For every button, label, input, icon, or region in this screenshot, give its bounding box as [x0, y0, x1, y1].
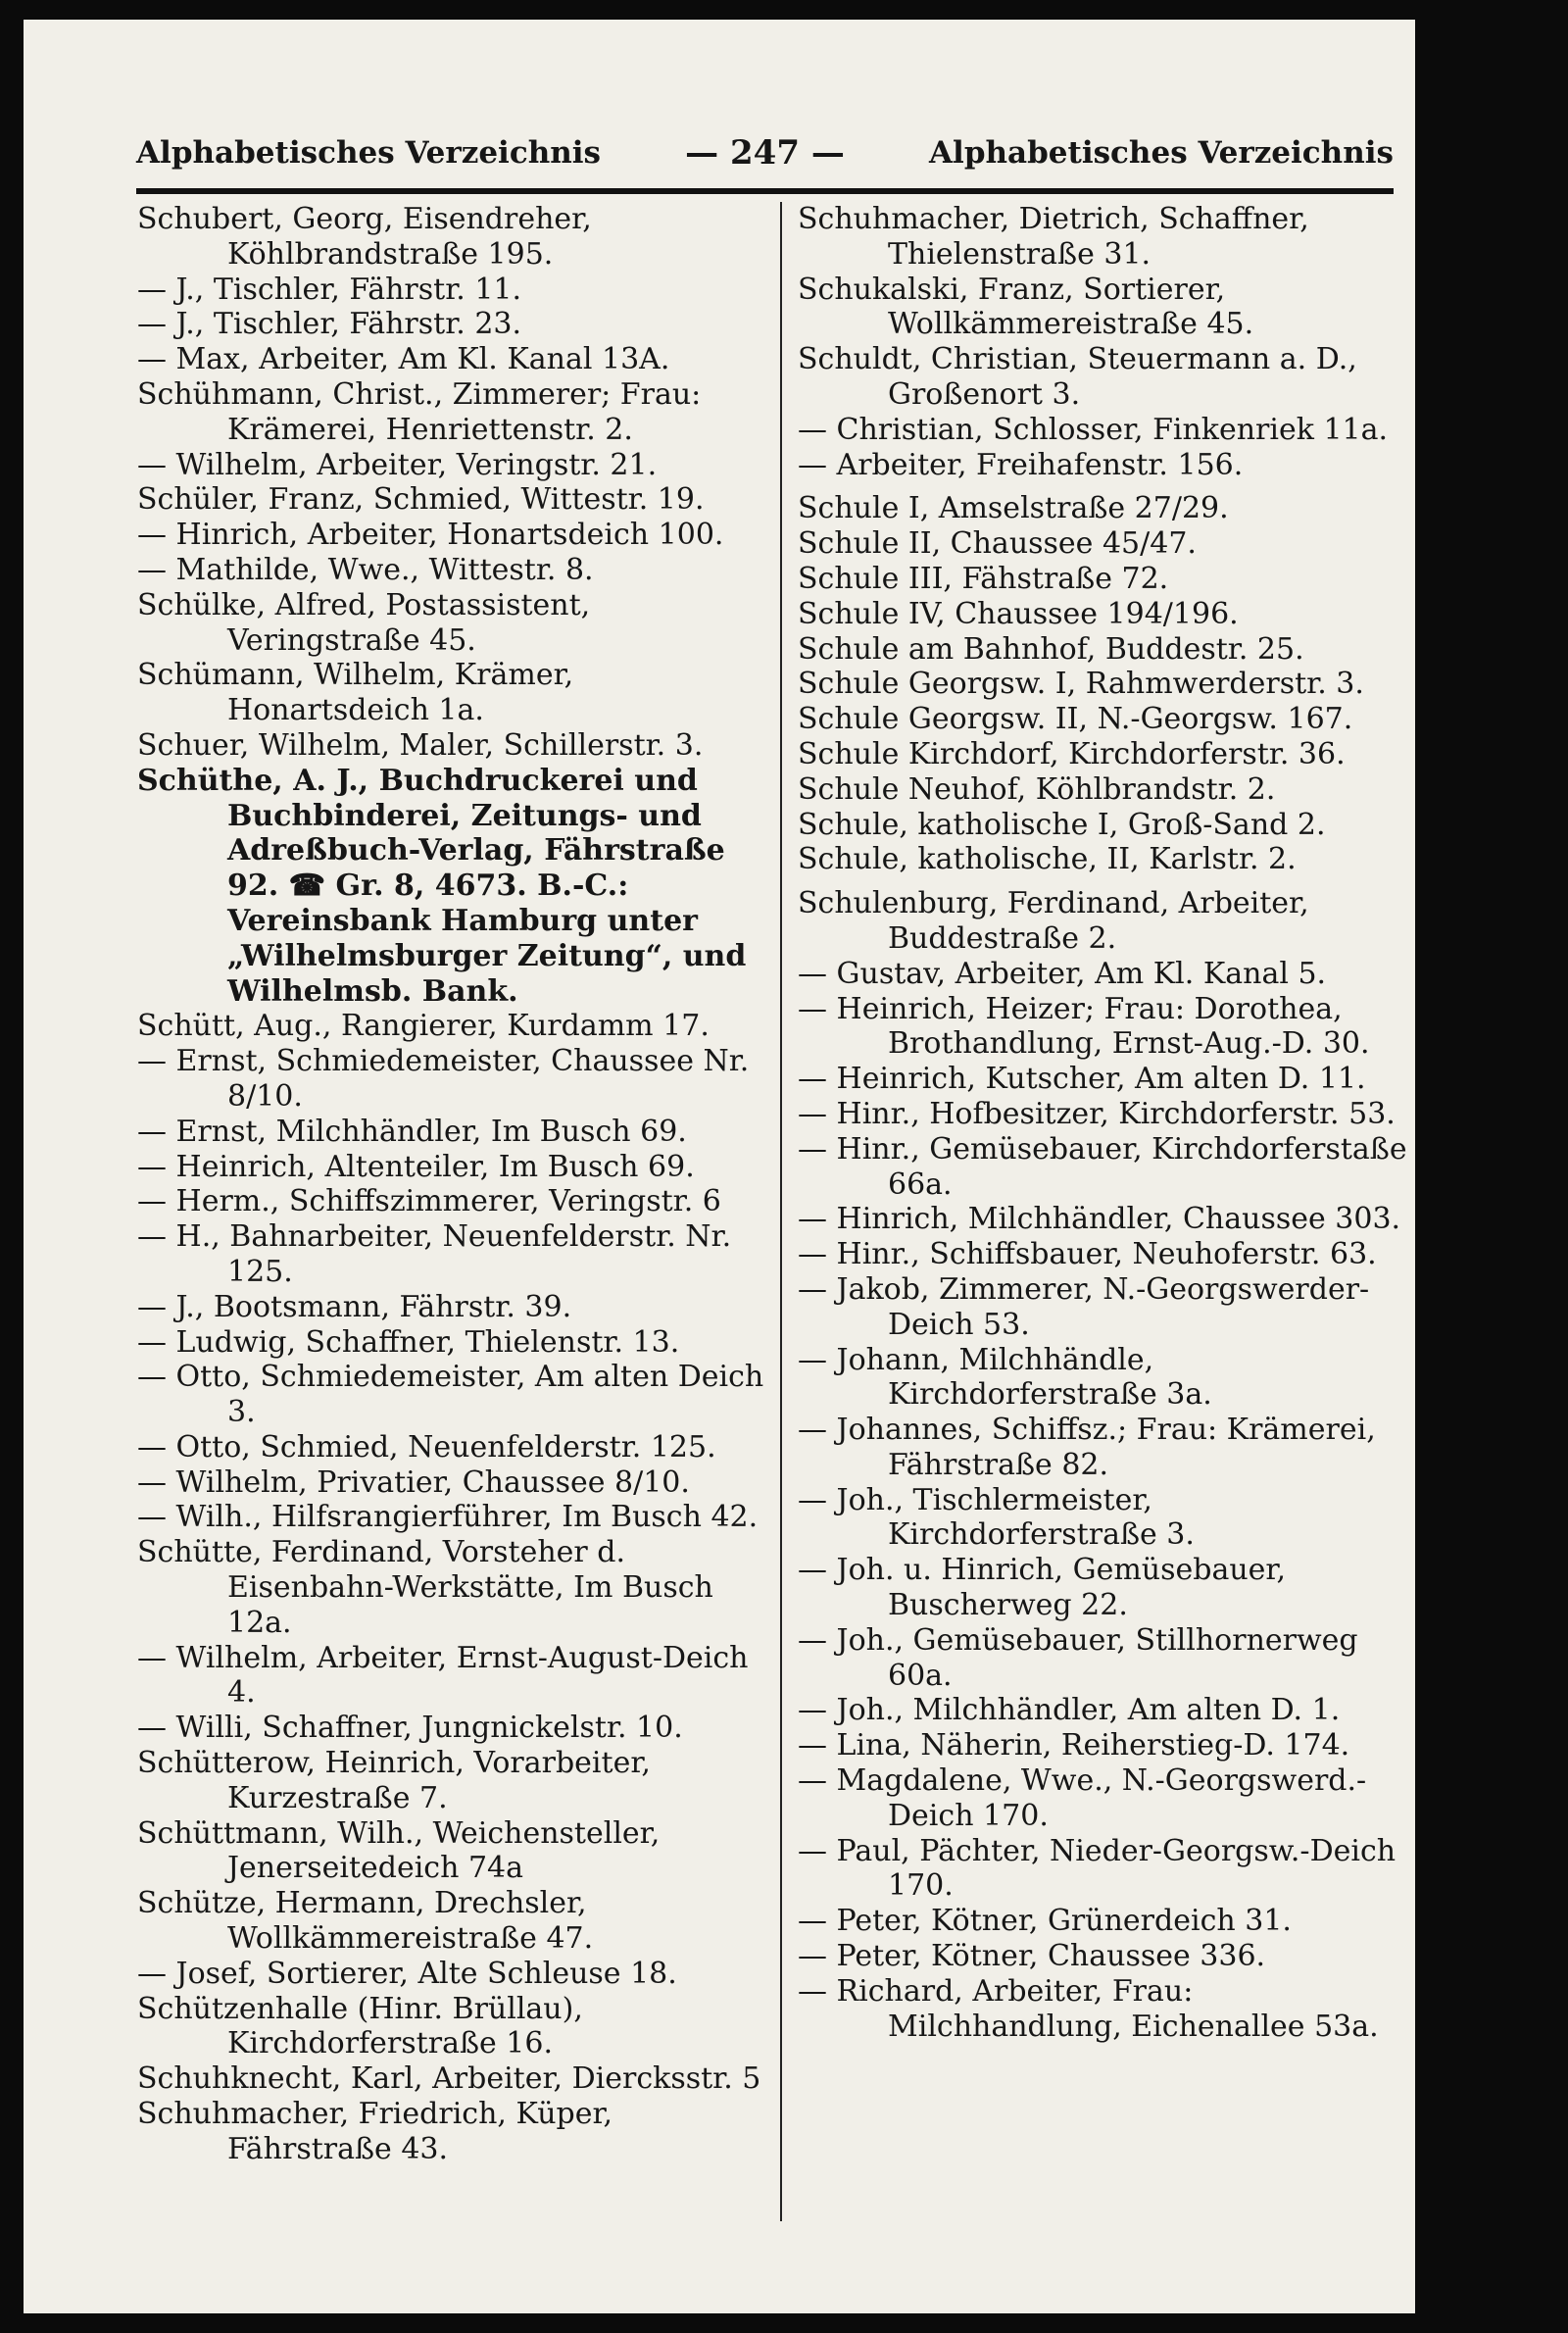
directory-entry: — Heinrich, Kutscher, Am alten D. 11. — [798, 1062, 1366, 1097]
page-number: — 247 — — [685, 133, 845, 173]
directory-entry: — Wilhelm, Arbeiter, Ernst-August-Deich 4. — [137, 1640, 749, 1711]
directory-entry: — Lina, Näherin, Reiherstieg-D. 174. — [798, 1728, 1350, 1763]
directory-entry: — Joh. u. Hinrich, Gemüsebauer, Buscherweg 22. — [798, 1553, 1287, 1623]
directory-entry: — Jakob, Zimmerer, N.-Georgswerder-Deich 53. — [798, 1271, 1370, 1342]
directory-entry: Schüttmann, Wilh., Weichensteller, Jenerseitedeich 74a — [137, 1815, 661, 1886]
directory-entry: Schüthe, A. J., Buchdruckerei und Buchbinderei, Zeitungs- und Adreßbuch-Verlag, Fährstraße 92. ☎ Gr. 8, 4673. B.-C.: Vereinsbank Hamburg unter „Wilhelmsburger Zeitung“, und Wilhelmsb. Bank. — [137, 763, 747, 1009]
directory-entry: Schühmann, Christ., Zimmerer; Frau: Krämerei, Henriettenstr. 2. — [137, 376, 702, 447]
directory-entry: Schuhmacher, Dietrich, Schaffner, Thielenstraße 31. — [798, 202, 1309, 272]
directory-entry: Schütte, Ferdinand, Vorsteher d. Eisenbahn-Werkstätte, Im Busch 12a. — [137, 1535, 713, 1640]
directory-entry: — Hinrich, Milchhändler, Chaussee 303. — [798, 1202, 1401, 1237]
right-column — [798, 202, 1415, 2044]
directory-entry: Schule, katholische I, Groß-Sand 2. — [798, 807, 1326, 842]
directory-entry: — Heinrich, Altenteiler, Im Busch 69. — [137, 1149, 695, 1184]
directory-entry: Schüler, Franz, Schmied, Wittestr. 19. — [137, 482, 705, 518]
directory-entry: Schuer, Wilhelm, Maler, Schillerstr. 3. — [137, 727, 704, 763]
directory-entry: — Otto, Schmiedemeister, Am alten Deich 3. — [137, 1360, 764, 1430]
directory-entry: — Peter, Kötner, Chaussee 336. — [798, 1939, 1266, 1974]
directory-entry: Schule Neuhof, Köhlbrandstr. 2. — [798, 771, 1276, 807]
directory-entry: Schülke, Alfred, Postassistent, Veringstraße 45. — [137, 587, 591, 658]
directory-entry: Schule I, Amselstraße 27/29. — [798, 491, 1229, 526]
directory-entry: — Johannes, Schiffsz.; Frau: Krämerei, Fährstraße 82. — [798, 1413, 1376, 1482]
directory-entry: Schulenburg, Ferdinand, Arbeiter, Buddestraße 2. — [798, 886, 1309, 956]
directory-entry: — Peter, Kötner, Grünerdeich 31. — [798, 1904, 1292, 1939]
directory-entry: — Wilh., Hilfsrangierführer, Im Busch 42. — [137, 1500, 759, 1535]
directory-entry: Schubert, Georg, Eisendreher, Köhlbrandstraße 195. — [137, 202, 592, 272]
directory-entry: Schule Kirchdorf, Kirchdorferstr. 36. — [798, 736, 1346, 771]
directory-entry: — Hinrich, Arbeiter, Honartsdeich 100. — [137, 518, 724, 553]
directory-entry: — Magdalene, Wwe., N.-Georgswerd.-Deich 170. — [798, 1763, 1367, 1833]
directory-entry: Schuhmacher, Friedrich, Küper, Fährstraße 43. — [137, 2097, 613, 2166]
directory-entry: — Ernst, Milchhändler, Im Busch 69. — [137, 1114, 687, 1149]
directory-entry: Schütze, Hermann, Drechsler, Wollkämmereistraße 47. — [137, 1886, 594, 1957]
directory-entry: — Joh., Tischlermeister, Kirchdorferstraße 3. — [798, 1482, 1195, 1553]
directory-entry: — Willi, Schaffner, Jungnickelstr. 10. — [137, 1711, 683, 1746]
directory-entry: — Otto, Schmied, Neuenfelderstr. 125. — [137, 1429, 716, 1464]
page-header — [136, 129, 1394, 186]
directory-entry: — Joh., Milchhändler, Am alten D. 1. — [798, 1693, 1341, 1728]
directory-entry: Schütt, Aug., Rangierer, Kurdamm 17. — [137, 1009, 710, 1044]
directory-entry: — Richard, Arbeiter, Frau: Milchhandlung, Eichenallee 53a. — [798, 1973, 1379, 2044]
directory-entry: Schuldt, Christian, Steuermann a. D., Großenort 3. — [798, 342, 1357, 412]
directory-entry: Schule Georgsw. I, Rahmwerderstr. 3. — [798, 667, 1364, 702]
directory-entry: — Heinrich, Heizer; Frau: Dorothea, Brothandlung, Ernst-Aug.-D. 30. — [798, 991, 1370, 1062]
column-divider — [780, 202, 782, 2221]
directory-entry: — Paul, Pächter, Nieder-Georgsw.-Deich 170. — [798, 1833, 1396, 1904]
directory-entry: Schuhknecht, Karl, Arbeiter, Diercksstr. 5 — [137, 2061, 761, 2097]
header-left-title: Alphabetisches Verzeichnis — [136, 135, 602, 171]
directory-entry: — J., Tischler, Fährstr. 23. — [137, 307, 522, 342]
header-rule — [136, 188, 1394, 194]
directory-entry: — Hinr., Hofbesitzer, Kirchdorferstr. 53. — [798, 1096, 1396, 1131]
directory-entry: Schule III, Fähstraße 72. — [798, 561, 1169, 596]
directory-entry: — Christian, Schlosser, Finkenriek 11a. — [798, 412, 1389, 447]
directory-entry: — Arbeiter, Freihafenstr. 156. — [798, 447, 1244, 482]
directory-entry: Schümann, Wilhelm, Krämer, Honartsdeich 1a. — [137, 658, 574, 728]
directory-entry: — Herm., Schiffszimmerer, Veringstr. 6 — [137, 1184, 721, 1219]
directory-entry: Schule am Bahnhof, Buddestr. 25. — [798, 631, 1304, 667]
directory-entry: — Joh., Gemüsebauer, Stillhornerweg 60a. — [798, 1622, 1358, 1693]
directory-entry: — Hinr., Schiffsbauer, Neuhoferstr. 63. — [798, 1237, 1377, 1272]
directory-entry: Schütterow, Heinrich, Vorarbeiter, Kurzestraße 7. — [137, 1746, 651, 1815]
directory-entry: Schukalski, Franz, Sortierer, Wollkämmereistraße 45. — [798, 272, 1254, 342]
directory-entry: — Mathilde, Wwe., Wittestr. 8. — [137, 552, 594, 587]
left-column — [137, 202, 764, 2167]
header-right-title: Alphabetisches Verzeichnis — [928, 135, 1394, 171]
directory-entry: — Hinr., Gemüsebauer, Kirchdorferstaße 66a. — [798, 1131, 1407, 1202]
directory-entry: Schule, katholische, II, Karlstr. 2. — [798, 842, 1297, 877]
directory-entry: — Johann, Milchhändle, Kirchdorferstraße 3a. — [798, 1342, 1212, 1413]
directory-entry: — Wilhelm, Arbeiter, Veringstr. 21. — [137, 447, 658, 482]
directory-entry: — Max, Arbeiter, Am Kl. Kanal 13A. — [137, 342, 670, 377]
directory-entry: — Josef, Sortierer, Alte Schleuse 18. — [137, 1956, 677, 1991]
directory-entry: — Ludwig, Schaffner, Thielenstr. 13. — [137, 1324, 680, 1360]
directory-entry: — Wilhelm, Privatier, Chaussee 8/10. — [137, 1464, 690, 1500]
directory-entry: — Gustav, Arbeiter, Am Kl. Kanal 5. — [798, 956, 1327, 991]
directory-entry: Schule II, Chaussee 45/47. — [798, 526, 1197, 562]
directory-entry: Schule Georgsw. II, N.-Georgsw. 167. — [798, 702, 1353, 737]
directory-entry: — J., Tischler, Fährstr. 11. — [137, 272, 522, 307]
directory-entry: — Ernst, Schmiedemeister, Chaussee Nr. 8/10. — [137, 1044, 750, 1114]
directory-entry: — H., Bahnarbeiter, Neuenfelderstr. Nr. 125. — [137, 1219, 732, 1289]
directory-entry: Schule IV, Chaussee 194/196. — [798, 596, 1239, 631]
directory-entry: Schützenhalle (Hinr. Brüllau), Kirchdorferstraße 16. — [137, 1991, 583, 2061]
directory-page — [24, 20, 1415, 2313]
directory-entry: — J., Bootsmann, Fährstr. 39. — [137, 1289, 572, 1324]
